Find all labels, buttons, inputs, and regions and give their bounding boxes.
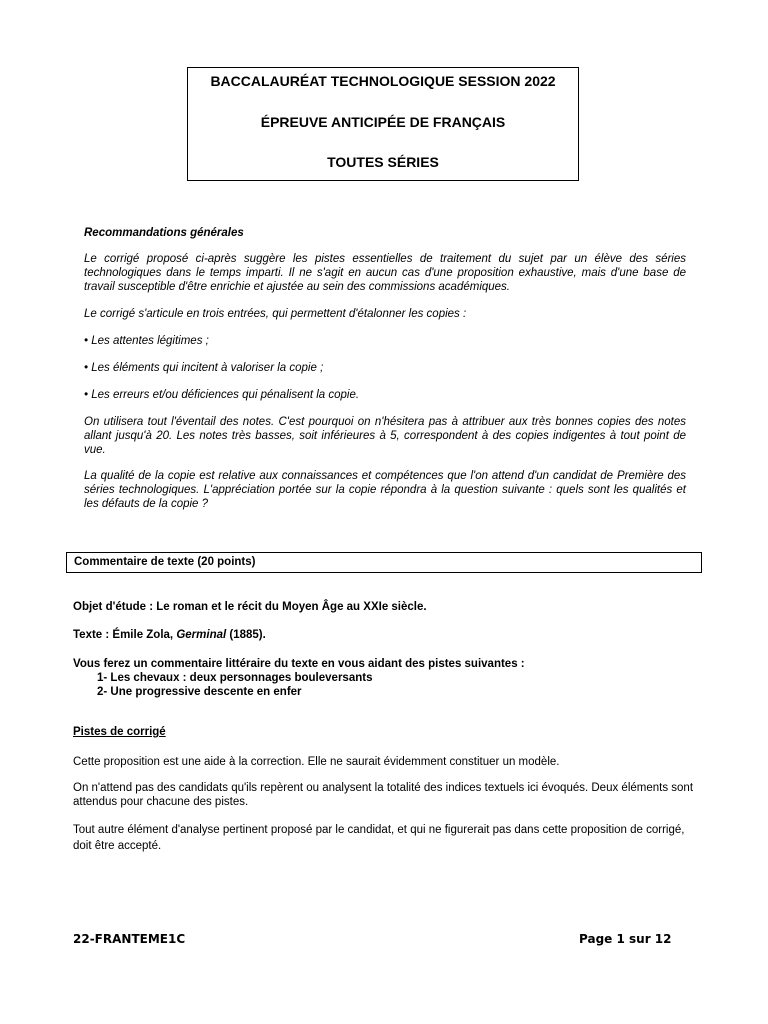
bullet-item: • Les attentes légitimes ; [84,335,209,347]
corrige-paragraph-2: On n'attend pas des candidats qu'ils repèrent ou analysent la totalité des indices textuels ici évoqués. Deux éléments sont attendus pour chacune des pistes. [73,782,694,808]
header-box [187,67,579,181]
recommendations-paragraph-3: On utilisera tout l'éventail des notes. C'est pourquoi on n'hésitera pas à attribuer aux très bonnes copies des notes allant jusqu'à 20. Les notes très basses, soit inférieures à 5, correspondent à des copies indigentes à tout point de vue. [84,416,686,456]
recommendations-paragraph-4: La qualité de la copie est relative aux connaissances et compétences que l'on attend d'un candidat de Première des séries technologiques. L'appréciation portée sur la copie répondra à la question suivante : quels sont les qualités et les défauts de la copie ? [84,470,686,510]
recommendations-paragraph-1: Le corrigé proposé ci-après suggère les pistes essentielles de traitement du sujet par un élève des séries technologiques dans le temps imparti. Il ne s'agit en aucun cas d'une proposition exhaustive, mais d'une base de travail susceptible d'être enrichie et ajustée au sein des commissions académiques. [84,253,686,293]
piste-item: 1- Les chevaux : deux personnages bouleversants [97,672,373,684]
corrige-paragraph-1: Cette proposition est une aide à la correction. Elle ne saurait évidemment constituer un modèle. [73,756,560,768]
consigne: Vous ferez un commentaire littéraire du texte en vous aidant des pistes suivantes : [73,658,525,670]
objet-etude: Objet d'étude : Le roman et le récit du Moyen Âge au XXIe siècle. [73,601,427,613]
section-box-commentaire: Commentaire de texte (20 points) [66,552,702,573]
bullet-item: • Les éléments qui incitent à valoriser la copie ; [84,362,324,374]
exam-subject: ÉPREUVE ANTICIPÉE DE FRANÇAIS [260,114,506,130]
pistes-corrige-title: Pistes de corrigé [73,726,166,738]
bullet-item: • Les erreurs et/ou déficiences qui pénalisent la copie. [84,389,360,401]
texte-suffix: (1885). [226,629,266,641]
footer-page-number: Page 1 sur 12 [579,932,672,946]
piste-item: 2- Une progressive descente en enfer [97,686,302,698]
exam-series: TOUTES SÉRIES [327,154,439,170]
exam-title: BACCALAURÉAT TECHNOLOGIQUE SESSION 2022 [210,73,556,89]
texte-reference [73,628,266,642]
recommendations-paragraph-2: Le corrigé s'articule en trois entrées, qui permettent d'étalonner les copies : [84,308,467,320]
work-title: Germinal [176,629,227,641]
footer-code: 22-FRANTEME1C [73,932,186,946]
texte-prefix: Texte : Émile Zola, [73,629,177,641]
recommendations-title: Recommandations générales [84,227,244,239]
corrige-paragraph-3: Tout autre élément d'analyse pertinent proposé par le candidat, et qui ne figurerait pas dans cette proposition de corrigé, doit être accepté. [73,824,685,852]
